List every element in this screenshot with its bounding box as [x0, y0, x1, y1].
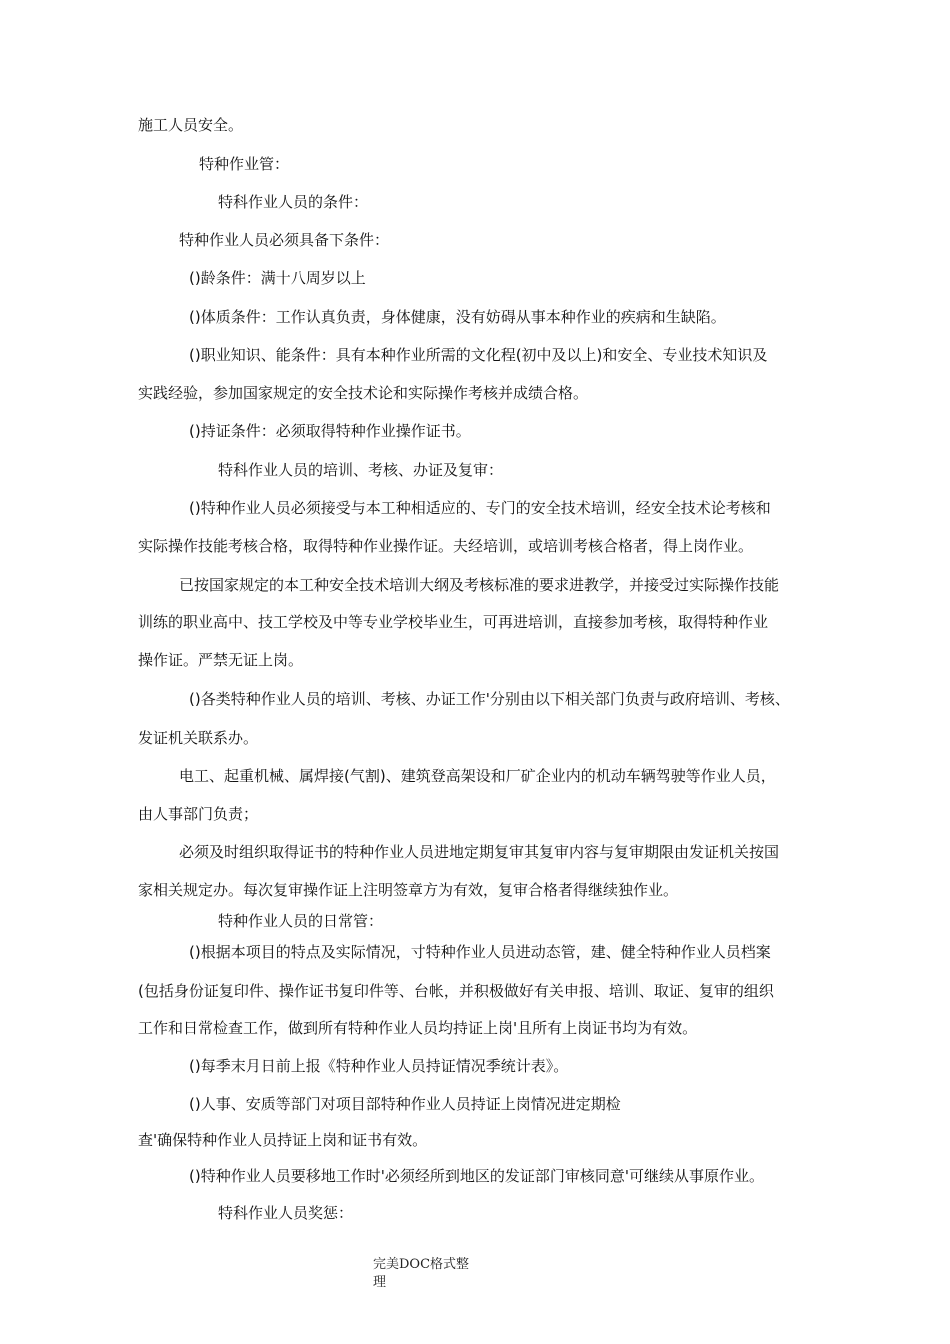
footer-line-1: 完美DOC格式整 — [373, 1257, 470, 1272]
section-heading: 特种作业管： — [199, 155, 290, 173]
list-item: ()特种作业人员必须接受与本工种相适应的、专门的安全技术培训，经安全技术论考核和 — [189, 499, 771, 517]
list-item: ()各类特种作业人员的培训、考核、办证工作'分别由以下相关部门负责与政府培训、考核、 — [189, 690, 790, 708]
text-line: 训练的职业高中、技工学校及中等专业学校毕业生，可再进培训，直接参加考核，取得特种作业 — [138, 613, 769, 631]
text-line: 施工人员安全。 — [138, 116, 244, 134]
text-line: 发证机关联系办。 — [138, 729, 259, 747]
text-line: 已按国家规定的本工种安全技术培训大纲及考核标准的要求进教学，并接受过实际操作技能 — [179, 576, 780, 594]
text-line: 家相关规定办。每次复审操作证上注明签章方为有效，复审合格者得继续独作业。 — [138, 881, 679, 899]
section-heading: 特种作业人员的日常管： — [218, 912, 384, 930]
list-item: ()体质条件：工作认真负责，身体健康，没有妨碍从事本种作业的疾病和生缺陷。 — [189, 308, 726, 326]
list-item: ()人事、安质等部门对项目部特种作业人员持证上岗情况进定期检 — [189, 1095, 621, 1113]
text-line: 实际操作技能考核合格，取得特种作业操作证。夫经培训，或培训考核合格者，得上岗作业。 — [138, 537, 754, 555]
text-line: 电工、起重机械、属焊接(气割)、建筑登高架设和厂矿企业内的机动车辆驾驶等作业人员， — [179, 767, 776, 785]
text-line: 由人事部门负责； — [138, 805, 259, 823]
text-line: (包括身份证复印件、操作证书复印件等、台帐，并积极做好有关申报、培训、取证、复审的组织 — [138, 982, 774, 1000]
list-item: ()每季末月日前上报《特种作业人员持证情况季统计表》。 — [189, 1057, 569, 1075]
page-footer — [373, 1256, 469, 1292]
text-line: 必须及时组织取得证书的特种作业人员进地定期复审其复审内容与复审期限由发证机关按国 — [179, 843, 780, 861]
text-line: 操作证。严禁无证上岗。 — [138, 651, 304, 669]
list-item: ()职业知识、能条件：具有本种作业所需的文化程(初中及以上)和安全、专业技术知识及 — [189, 346, 768, 364]
list-item: ()根据本项目的特点及实际情况，寸特种作业人员进动态管，建、健全特种作业人员档案 — [189, 943, 771, 961]
text-line: 特种作业人员必须具备下条件： — [179, 231, 390, 249]
section-heading: 特科作业人员奖惩： — [218, 1204, 354, 1222]
list-item: ()持证条件：必须取得特种作业操作证书。 — [189, 422, 471, 440]
text-line: 实践经验，参加国家规定的安全技术论和实际操作考核并成绩合格。 — [138, 384, 589, 402]
text-line: 查'确保特种作业人员持证上岗和证书有效。 — [138, 1131, 428, 1149]
section-heading: 特科作业人员的条件： — [218, 193, 369, 211]
list-item: ()特种作业人员要移地工作时'必须经所到地区的发证部门审核同意'可继续从事原作业。 — [189, 1167, 764, 1185]
footer-line-2: 理 — [373, 1275, 387, 1290]
list-item: ()龄条件：满十八周岁以上 — [189, 269, 366, 287]
section-heading: 特科作业人员的培训、考核、办证及复审： — [218, 461, 504, 479]
text-line: 工作和日常检查工作，做到所有特种作业人员均持证上岗'且所有上岗证书均为有效。 — [138, 1019, 698, 1037]
